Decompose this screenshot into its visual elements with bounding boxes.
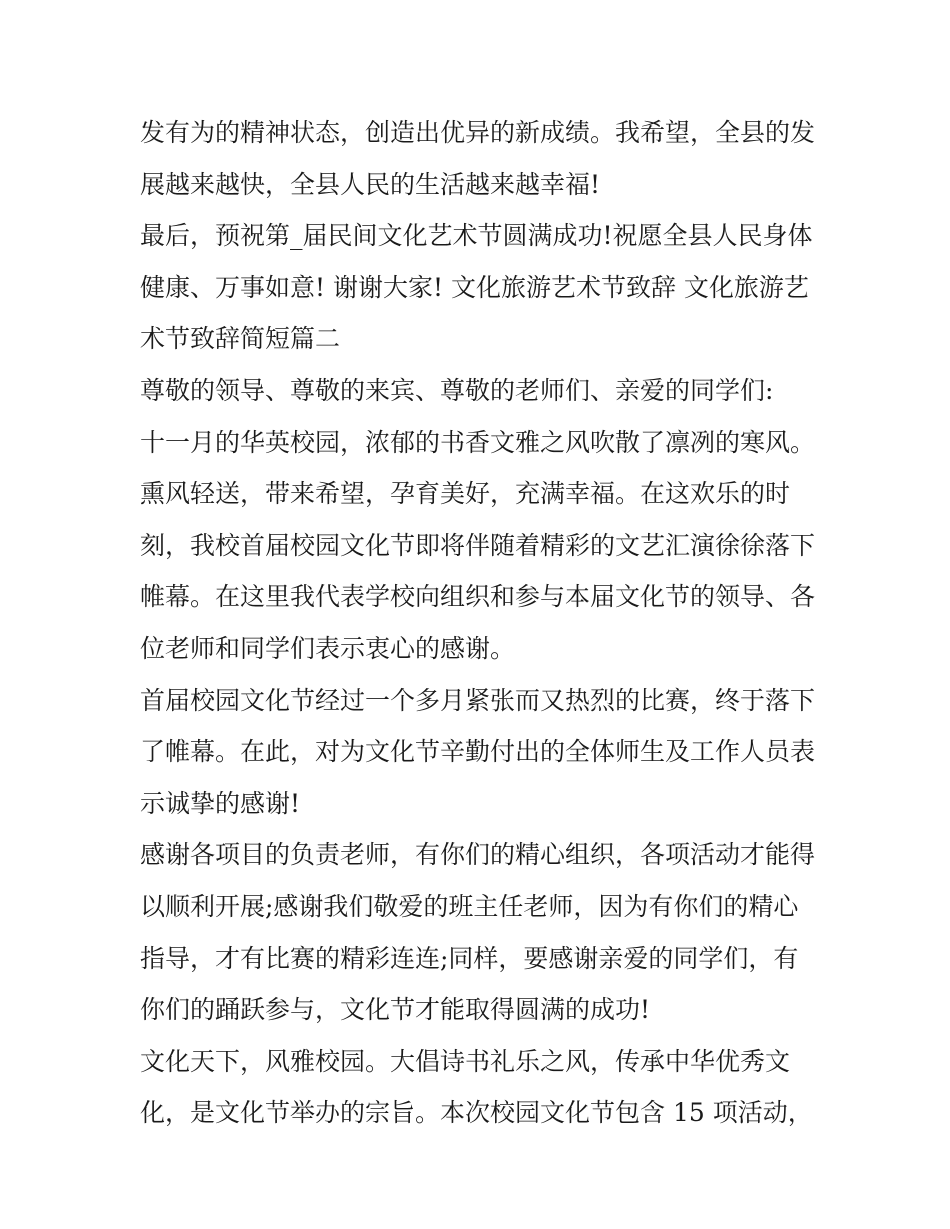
text-line: 熏风轻送，带来希望，孕育美好，充满幸福。在这欢乐的时 xyxy=(140,479,791,509)
text-line: 感谢各项目的负责老师，有你们的精心组织，各项活动才能得 xyxy=(140,840,816,870)
document-body xyxy=(140,107,820,1139)
text-line: 了帷幕。在此，对为文化节辛勤付出的全体师生及工作人员表 xyxy=(140,737,816,767)
text-line: 以顺利开展;感谢我们敬爱的班主任老师，因为有你们的精心 xyxy=(140,891,799,921)
text-line: 示诚挚的感谢! xyxy=(140,788,301,818)
text-line: 化，是文化节举办的宗旨。本次校园文化节包含 15 项活动， xyxy=(140,1098,813,1128)
text-line: 术节致辞简短篇二 xyxy=(140,324,341,354)
text-line: 十一月的华英校园，浓郁的书香文雅之风吹散了凛冽的寒风。 xyxy=(140,427,816,457)
text-line: 展越来越快，全县人民的生活越来越幸福! xyxy=(140,169,601,199)
text-line: 健康、万事如意! 谢谢大家! 文化旅游艺术节致辞 文化旅游艺 xyxy=(140,272,809,302)
text-line: 文化天下，风雅校园。大倡诗书礼乐之风，传承中华优秀文 xyxy=(140,1046,791,1076)
text-line: 刻，我校首届校园文化节即将伴随着精彩的文艺汇演徐徐落下 xyxy=(140,530,816,560)
text-line: 指导，才有比赛的精彩连连;同样，要感谢亲爱的同学们，有 xyxy=(140,943,799,973)
text-line: 尊敬的领导、尊敬的来宾、尊敬的老师们、亲爱的同学们: xyxy=(140,375,774,405)
text-line: 发有为的精神状态，创造出优异的新成绩。我希望，全县的发 xyxy=(140,118,816,147)
text-line: 首届校园文化节经过一个多月紧张而又热烈的比赛，终于落下 xyxy=(140,685,816,715)
text-line: 你们的踊跃参与，文化节才能取得圆满的成功! xyxy=(140,995,651,1025)
text-line: 帷幕。在这里我代表学校向组织和参与本届文化节的领导、各 xyxy=(140,582,816,612)
text-line: 位老师和同学们表示衷心的感谢。 xyxy=(140,633,516,663)
text-line: 最后，预祝第_届民间文化艺术节圆满成功!祝愿全县人民身体 xyxy=(140,221,813,251)
